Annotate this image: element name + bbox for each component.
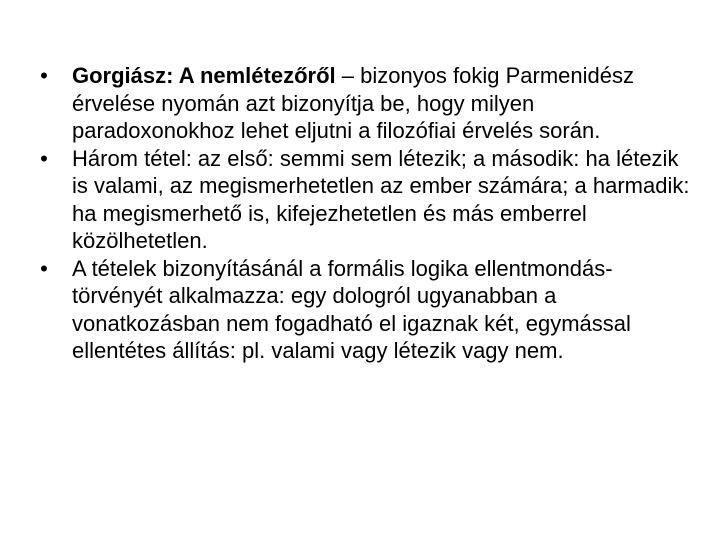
- bullet-dot-icon: •: [40, 255, 48, 281]
- bullet-dot-icon: •: [40, 145, 48, 171]
- bullet-dot-icon: •: [40, 63, 48, 88]
- bullet-1-bold-text: Gorgiász: A nemlétezőről: [72, 63, 336, 88]
- bullet-3-text: A tételek bizonyításánál a formális logika ellentmondás-törvényét alkalmazza: egy dologról ugyanabban a vonatkozásban nem fogadható el igaznak két, egymással ellentétes állítás: pl. valami vagy létezik vagy nem.: [72, 255, 631, 363]
- bullet-1-text: – bizonyos fokig Parmenidész érvelése nyomán azt bizonyítja be, hogy milyen paradoxonokhoz lehet eljutni a filozófiai érvelés során.: [72, 63, 635, 143]
- bullet-item-2: [34, 145, 694, 255]
- bullet-item-3: [34, 255, 694, 365]
- bullet-list: [34, 62, 694, 365]
- bullet-2-text: Három tétel: az első: semmi sem létezik; a második: ha létezik is valami, az megismerhetetlen az ember számára; a harmadik: ha megismerhető is, kifejezhetetlen és más emberrel közölhetetlen.: [72, 145, 690, 253]
- bullet-item-1: [34, 62, 694, 145]
